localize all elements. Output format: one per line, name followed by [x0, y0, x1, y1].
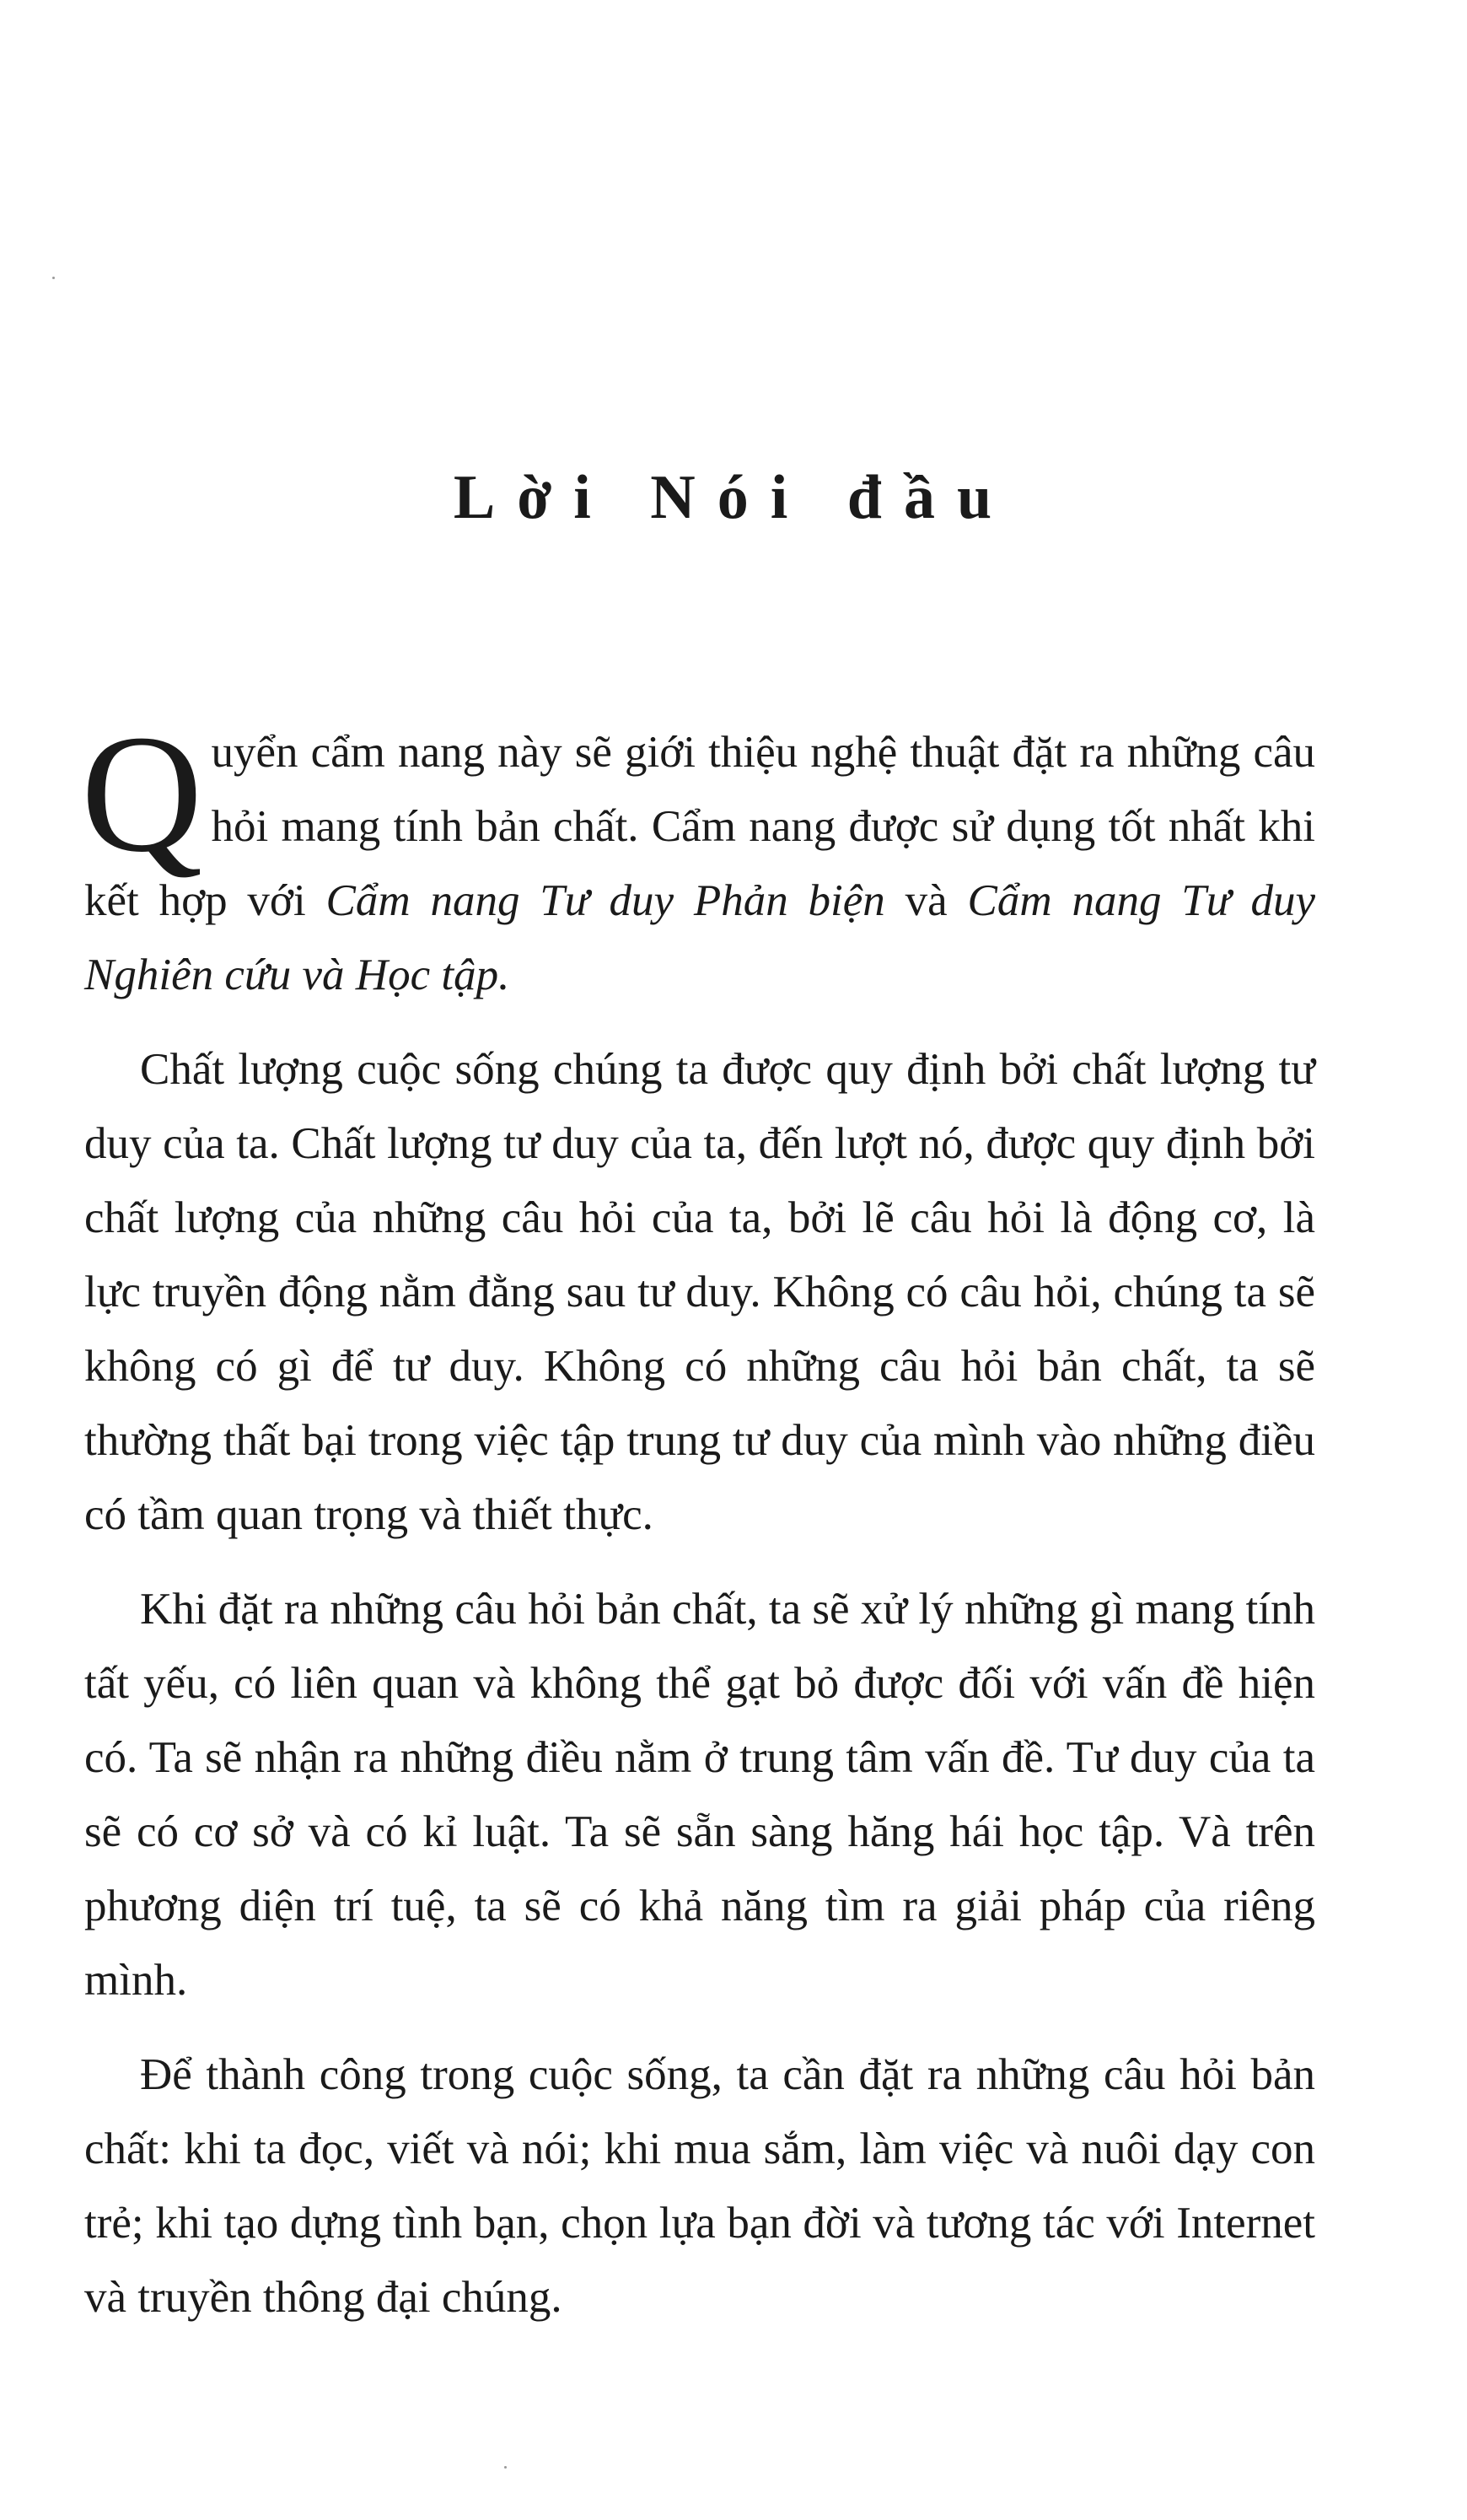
book-title-research-learning: Cẩm nang Tư duy Nghiên cứu và Học tập.: [84, 876, 1316, 999]
page-title: Lời Nói đầu: [453, 463, 1014, 532]
paragraph-4: Để thành công trong cuộc sống, ta cần đặt ra những câu hỏi bản chất: khi ta đọc, viết và nói; khi mua sắm, làm việc và nuôi dạy con trẻ; khi tạo dựng tình bạn, chọn lựa bạn đời và tương tác với Internet và truyền thông đại chúng.: [84, 2050, 1315, 2322]
paragraph-1-text-a: uyển cẩm nang này sẽ giới thiệu nghệ thuật đặt ra những câu hỏi mang tính bản chất. Cẩm nang được sử dụng tốt nhất khi kết hợp với: [84, 728, 1315, 925]
paper-speck: [504, 2466, 507, 2469]
drop-cap: Q: [81, 701, 203, 887]
page-body: [81, 701, 1316, 2355]
paragraph-2: Chất lượng cuộc sống chúng ta được quy định bởi chất lượng tư duy của ta. Chất lượng tư duy của ta, đến lượt nó, được quy định bởi chất lượng của những câu hỏi của ta, bởi lẽ câu hỏi là động cơ, là lực truyền động nằm đằng sau tư duy. Không có câu hỏi, chúng ta sẽ không có gì để tư duy. Không có những câu hỏi bản chất, ta sẽ thường thất bại trong việc tập trung tư duy của mình vào những điều có tầm quan trọng và thiết thực.: [84, 1045, 1315, 1539]
book-title-critical-thinking: Cẩm nang Tư duy Phản biện: [325, 876, 885, 925]
paragraph-1-text-b: và: [884, 876, 968, 925]
paper-speck: [52, 277, 55, 279]
paragraph-1: [81, 701, 1316, 1012]
paragraph-3: Khi đặt ra những câu hỏi bản chất, ta sẽ xử lý những gì mang tính tất yếu, có liên quan và không thể gạt bỏ được đối với vấn đề hiện có. Ta sẽ nhận ra những điều nằm ở trung tâm vấn đề. Tư duy của ta sẽ có cơ sở và có kỉ luật. Ta sẽ sẵn sàng hăng hái học tập. Và trên phương diện trí tuệ, ta sẽ có khả năng tìm ra giải pháp của riêng mình.: [84, 1585, 1315, 2005]
